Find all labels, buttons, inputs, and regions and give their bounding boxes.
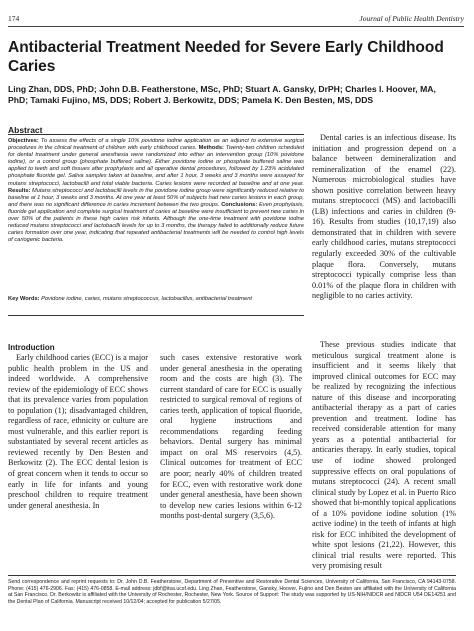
page-number: 174 xyxy=(8,14,20,23)
running-header xyxy=(8,14,464,27)
correspondence-footnote: Send correspondence and reprint requests to: Dr. John D.B. Featherstone, Department of Preventive and Restorative Dental Sciences, University of California, San Francisco, CA 94143-0758. Phone: (415) 476-2906. Fax: (415) 476-0858. E-mail address: jdbf@itsa.ucsf.edu. Ling Zhan, Featherstone, Gansky, Hoover, Fujino and Den Besten are affiliated with the University of California at San Francisco. Dr. Berkowitz is affiliated with the University of Rochester, Rochester, New York. Source of Support: The study was supported by US-NIH/NIDCR and NIDCR U54 DE14251 and the Dental Plan of California. Manuscript received 10/12/04; accepted for publication 5/27/05. xyxy=(8,579,456,605)
conclusions-text: Even prophylaxis, fluoride gel application and complete surgical treatment of caries at baseline were insufficient to prevent new caries in over 50% of the patients in these high caries risk infants. Although the one-time treatment with povidone iodine reduced mutans streptococci and lactobacilli levels for up to 3 months, the therapy failed to additionally reduce future caries formation over one year, indicating that repeated antibacterial treatments will be needed to control high levels of cariogenic bacteria. xyxy=(8,201,304,244)
journal-name: Journal of Public Health Dentistry xyxy=(359,14,464,23)
methods-label: Methods: xyxy=(198,145,224,152)
objectives-text: To assess the effects of a single 10% povidone iodine application as an adjunct to extensive surgical procedures in the clinical treatment of children with early childhood caries. xyxy=(8,138,304,152)
results-label: Results: xyxy=(8,187,31,194)
keywords-label: Key Words: xyxy=(8,296,40,302)
intro-column-2: such cases extensive restorative work under general anesthesia in the operating room and the costs are high (3). The current standard of care for ECC is usually restricted to surgical removal of regions of caries teeth, application of topical fluoride, oral hygiene instructions and recommendations regarding feeding behaviors. Dental surgery has minimal impact on oral MS reservoirs (4,5). Clinical outcomes for treatment of ECC are poor; nearly 40% of children treated for ECC, even with restorative work done under general anesthesia, have been shown to develop new caries lesions within 6-12 months post-dental surgery (3,5,6). xyxy=(160,353,302,521)
article-title: Antibacterial Treatment Needed for Severe Early Childhood Caries xyxy=(8,39,444,75)
results-text: Mutans streptococci and lactobacilli levels in the povidone iodine group were significantly reduced relative to baseline at 1 hour, 3 weeks and 3 months. At one year at least 50% of subjects had new caries lesions in each group, and there was no significant difference in caries increment between the two groups. xyxy=(8,187,304,208)
right-column-paragraph-1: Dental caries is an infectious disease. Its initiation and progression depend on a balance between demineralization and remineralization of the enamel (22). Numerous microbiological studies have shown positive correlation between heavy mutans streptococci (MS) and lactobacilli (LB) infections and caries in children (9-16). Results from studies (10,17,19) also demonstrated that in children with severe early childhood caries, mutans streptococci regularly exceeded 30% of the cultivable plaque flora. Conversely, mutans streptococci typically comprise less than 0.01% of the plaque flora in children with negligible to no caries activity. xyxy=(312,133,456,301)
keywords-text: Povidone iodine, caries, mutans streptococcus, lactobacillus, antibacterial treatment xyxy=(41,296,252,302)
right-column-paragraph-2: These previous studies indicate that meticulous surgical treatment alone is insufficient and it seems likely that improved clinical outcomes for ECC may be realized by recognizing the infectious nature of this disease and incorporating antibacterial therapy as a part of caries prevention and treatment. Iodine has received considerable attention for many years as a potential antibacterial for anticaries therapy. In early studies, topical use of iodine showed prolonged suppressive effects on oral populations of mutans streptococci (24). A recent small clinical study by Lopez et al. in Puerto Rico showed that bi-monthly topical applications of a 10% povidone iodine solution (1% active iodine) in the teeth of infants at high risk for ECC inhibited the development of white spot lesions (21,22). However, this clinical trial results were reported. This very promising result xyxy=(312,340,456,571)
abstract-top-rule xyxy=(8,134,304,135)
abstract-heading: Abstract xyxy=(8,125,43,135)
abstract-bottom-rule xyxy=(8,315,304,316)
keywords xyxy=(8,296,304,303)
author-list: Ling Zhan, DDS, PhD; John D.B. Featherstone, MSc, PhD; Stuart A. Gansky, DrPH; Charles I. Hoover, MA, PhD; Tamaki Fujino, MS, DDS; Robert J. Berkowitz, DDS; Pamela K. Den Besten, MS, DDS xyxy=(8,84,436,105)
abstract-body xyxy=(8,138,304,244)
objectives-label: Objectives: xyxy=(8,138,39,144)
conclusions-label: Conclusions: xyxy=(221,201,258,208)
footnote-rule xyxy=(8,575,456,576)
intro-column-1: Early childhood caries (ECC) is a major public health problem in the US and indeed worldwide. A comprehensive review of the epidemiology of ECC shows that its prevalence varies from population to population (1); disadvantaged children, regardless of race, ethnicity or culture are most vulnerable, and this earlier report is substantiated by several recent articles as reviewed recently by Den Besten and Berkowitz (2). The ECC dental lesion is of great concern when it tends to occur so early in life for infants and young preschool children to require treatment under general anesthesia. In xyxy=(8,353,148,510)
methods-text: Twenty-two children scheduled for dental treatment under general anesthesia were randomized into either an intervention group (10% povidone iodine), or a control group (phosphate buffered saline). Either povidone iodine or phosphate buffered saline was applied to teeth and soft tissues after prophylaxis and all operative dental procedures, followed by 1.23% acidulated phosphate fluoride gel. Saliva samples taken at baseline, and after 1 hour, 3 weeks and 3 months were assayed for mutans streptococci, lactobacilli and total viable bacteria. Caries lesions were recorded at baseline and at one year. xyxy=(8,145,304,187)
introduction-heading: Introduction xyxy=(8,343,55,352)
